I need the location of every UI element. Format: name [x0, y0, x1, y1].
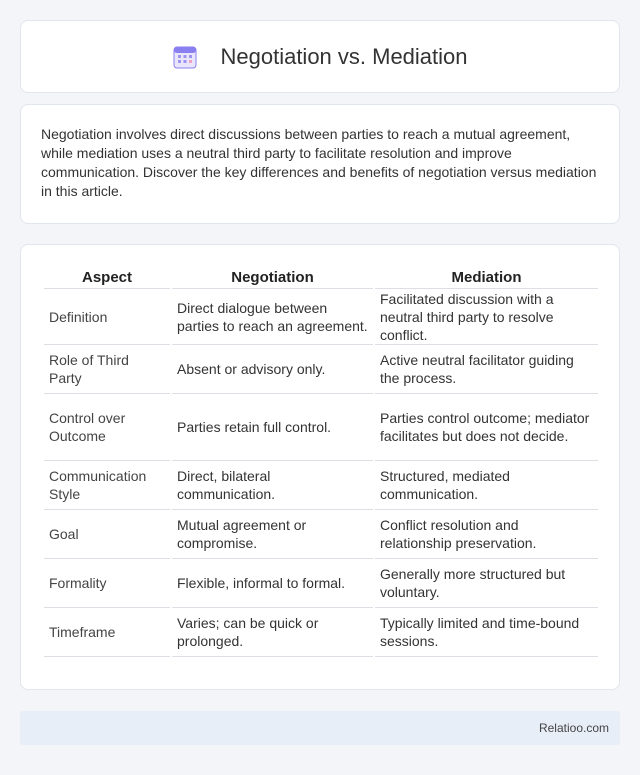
intro-card	[20, 104, 620, 224]
column-header-negotiation: Negotiation	[172, 263, 373, 289]
page-title: Negotiation vs. Mediation	[220, 43, 468, 69]
negotiation-cell: Absent or advisory only.	[172, 345, 373, 394]
aspect-cell: Formality	[44, 559, 170, 608]
aspect-cell: Role of Third Party	[44, 345, 170, 394]
calendar-icon	[172, 44, 198, 70]
table-row	[44, 608, 598, 657]
negotiation-cell: Varies; can be quick or prolonged.	[172, 608, 373, 657]
column-header-aspect: Aspect	[44, 263, 170, 289]
table-header-row	[44, 263, 598, 289]
negotiation-cell: Direct, bilateral communication.	[172, 461, 373, 510]
negotiation-cell: Flexible, informal to formal.	[172, 559, 373, 608]
aspect-cell: Control over Outcome	[44, 394, 170, 461]
mediation-cell: Active neutral facilitator guiding the process.	[375, 345, 598, 394]
negotiation-cell: Direct dialogue between parties to reach an agreement.	[172, 289, 373, 345]
table-row	[44, 345, 598, 394]
table-row	[44, 461, 598, 510]
comparison-card	[20, 244, 620, 690]
header	[172, 44, 467, 70]
mediation-cell: Facilitated discussion with a neutral third party to resolve conflict.	[375, 289, 598, 345]
aspect-cell: Goal	[44, 510, 170, 559]
negotiation-cell: Parties retain full control.	[172, 394, 373, 461]
column-header-mediation: Mediation	[375, 263, 598, 289]
comparison-table	[42, 263, 600, 657]
table-row	[44, 394, 598, 461]
mediation-cell: Generally more structured but voluntary.	[375, 559, 598, 608]
aspect-cell: Definition	[44, 289, 170, 345]
header-card	[20, 20, 620, 93]
table-row	[44, 289, 598, 345]
footer	[20, 711, 620, 745]
mediation-cell: Typically limited and time-bound sessions.	[375, 608, 598, 657]
footer-site-link[interactable]: Relatioo.com	[538, 721, 609, 735]
table-row	[44, 510, 598, 559]
negotiation-cell: Mutual agreement or compromise.	[172, 510, 373, 559]
aspect-cell: Communication Style	[44, 461, 170, 510]
aspect-cell: Timeframe	[44, 608, 170, 657]
intro-text: Negotiation involves direct discussions between parties to reach a mutual agreement, while mediation uses a neutral third party to facilitate resolution and improve communication. Discover the key differences and benefits of negotiation versus mediation in this article.	[41, 126, 597, 199]
table-row	[44, 559, 598, 608]
mediation-cell: Structured, mediated communication.	[375, 461, 598, 510]
mediation-cell: Conflict resolution and relationship preservation.	[375, 510, 598, 559]
mediation-cell: Parties control outcome; mediator facilitates but does not decide.	[375, 394, 598, 461]
